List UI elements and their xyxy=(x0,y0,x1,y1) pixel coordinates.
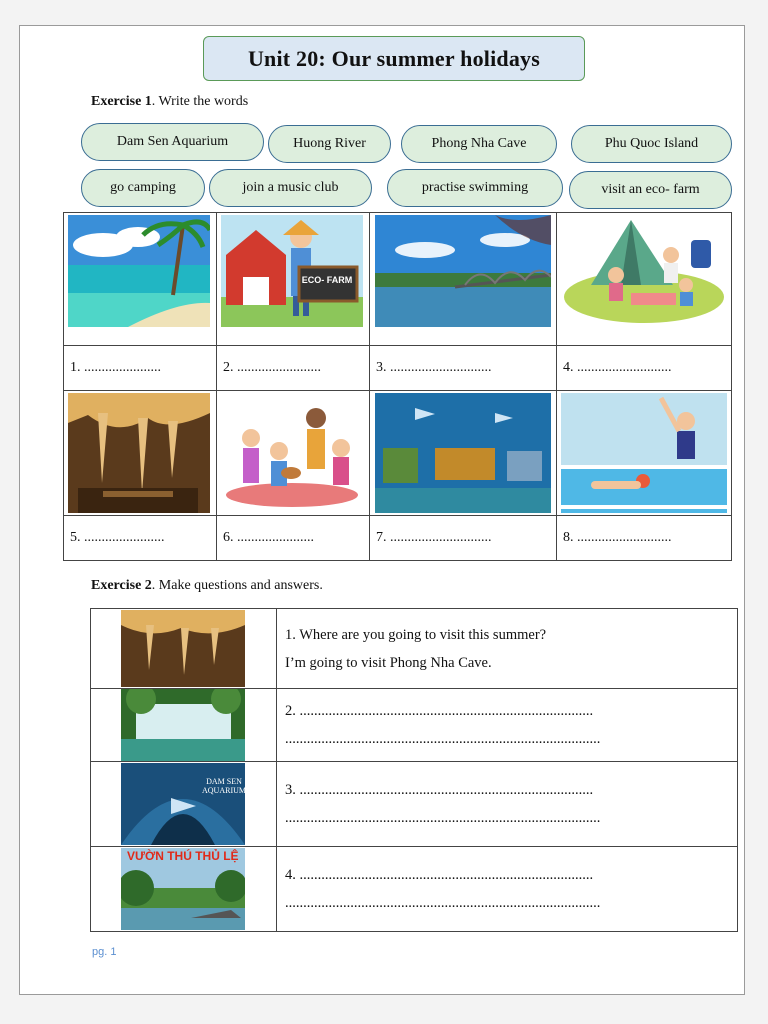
eco-farm-sign-text: ECO- FARM xyxy=(301,275,353,285)
answer-line: I’m going to visit Phong Nha Cave. xyxy=(285,654,492,671)
blank-answer[interactable]: 4. ........................... xyxy=(557,346,732,391)
exercise1-label: Exercise 1 xyxy=(91,94,152,109)
word-pill: Phong Nha Cave xyxy=(401,125,557,163)
picture-cell xyxy=(64,213,217,346)
page-number: pg. 1 xyxy=(92,946,117,958)
exercise2-table xyxy=(90,608,738,932)
blank-answer[interactable]: 3. ............................. xyxy=(370,346,557,391)
picture-cell xyxy=(557,391,732,516)
exercise1-instruction: . Write the words xyxy=(151,94,249,109)
word-pill: go camping xyxy=(81,169,205,207)
exercise2-heading xyxy=(91,578,323,594)
waterfall-picture xyxy=(121,689,245,761)
word-pill: visit an eco- farm xyxy=(569,171,732,209)
cave-picture xyxy=(64,391,216,515)
answer-line[interactable]: ....................................................................................... xyxy=(285,731,601,747)
picture-cell xyxy=(557,213,732,346)
eco-farm-picture xyxy=(217,213,369,345)
worksheet-page xyxy=(19,25,745,995)
picture-cell xyxy=(91,609,277,689)
word-pill: Phu Quoc Island xyxy=(571,125,732,163)
answer-line[interactable]: ....................................................................................... xyxy=(285,895,601,911)
music-club-picture xyxy=(217,391,369,515)
word-pill: join a music club xyxy=(209,169,372,207)
exercise2-label: Exercise 2 xyxy=(91,578,152,593)
question-line[interactable]: 3. ................................................................................. xyxy=(285,782,594,798)
word-pill: Dam Sen Aquarium xyxy=(81,123,264,161)
question-cell[interactable] xyxy=(277,762,738,847)
question-line[interactable]: 2. ................................................................................. xyxy=(285,703,594,719)
swimming-picture xyxy=(557,391,731,515)
picture-cell xyxy=(91,847,277,932)
question-cell[interactable] xyxy=(277,847,738,932)
zoo-label: VƯỜN THÚ THỦ LỆ xyxy=(127,849,239,863)
picture-cell xyxy=(91,762,277,847)
cave-picture xyxy=(121,610,245,687)
camping-picture xyxy=(557,213,731,345)
picture-cell xyxy=(217,391,370,516)
answer-line[interactable]: ....................................................................................... xyxy=(285,810,601,826)
blank-answer[interactable]: 8. ........................... xyxy=(557,516,732,561)
question-cell[interactable] xyxy=(277,689,738,762)
page-title: Unit 20: Our summer holidays xyxy=(203,36,585,81)
river-bridge-picture xyxy=(370,213,556,345)
aquarium-label: DAM SEN AQUARIUM xyxy=(202,777,246,795)
picture-cell xyxy=(370,213,557,346)
word-pill: practise swimming xyxy=(387,169,563,207)
aquarium-picture xyxy=(370,391,556,515)
blank-answer[interactable]: 6. ...................... xyxy=(217,516,370,561)
word-pill: Huong River xyxy=(268,125,391,163)
beach-island-picture xyxy=(64,213,216,345)
blank-answer[interactable]: 1. ...................... xyxy=(64,346,217,391)
exercise1-table xyxy=(63,212,732,561)
exercise2-instruction: . Make questions and answers. xyxy=(151,578,323,593)
blank-answer[interactable]: 5. ....................... xyxy=(64,516,217,561)
exercise1-heading xyxy=(91,94,248,110)
aquarium-tunnel-picture xyxy=(121,763,245,845)
blank-answer[interactable]: 2. ........................ xyxy=(217,346,370,391)
picture-cell xyxy=(217,213,370,346)
question-line: 1. Where are you going to visit this summer? xyxy=(285,626,547,643)
question-line[interactable]: 4. ................................................................................. xyxy=(285,867,594,883)
picture-cell xyxy=(91,689,277,762)
picture-cell xyxy=(64,391,217,516)
picture-cell xyxy=(370,391,557,516)
blank-answer[interactable]: 7. ............................. xyxy=(370,516,557,561)
question-cell xyxy=(277,609,738,689)
